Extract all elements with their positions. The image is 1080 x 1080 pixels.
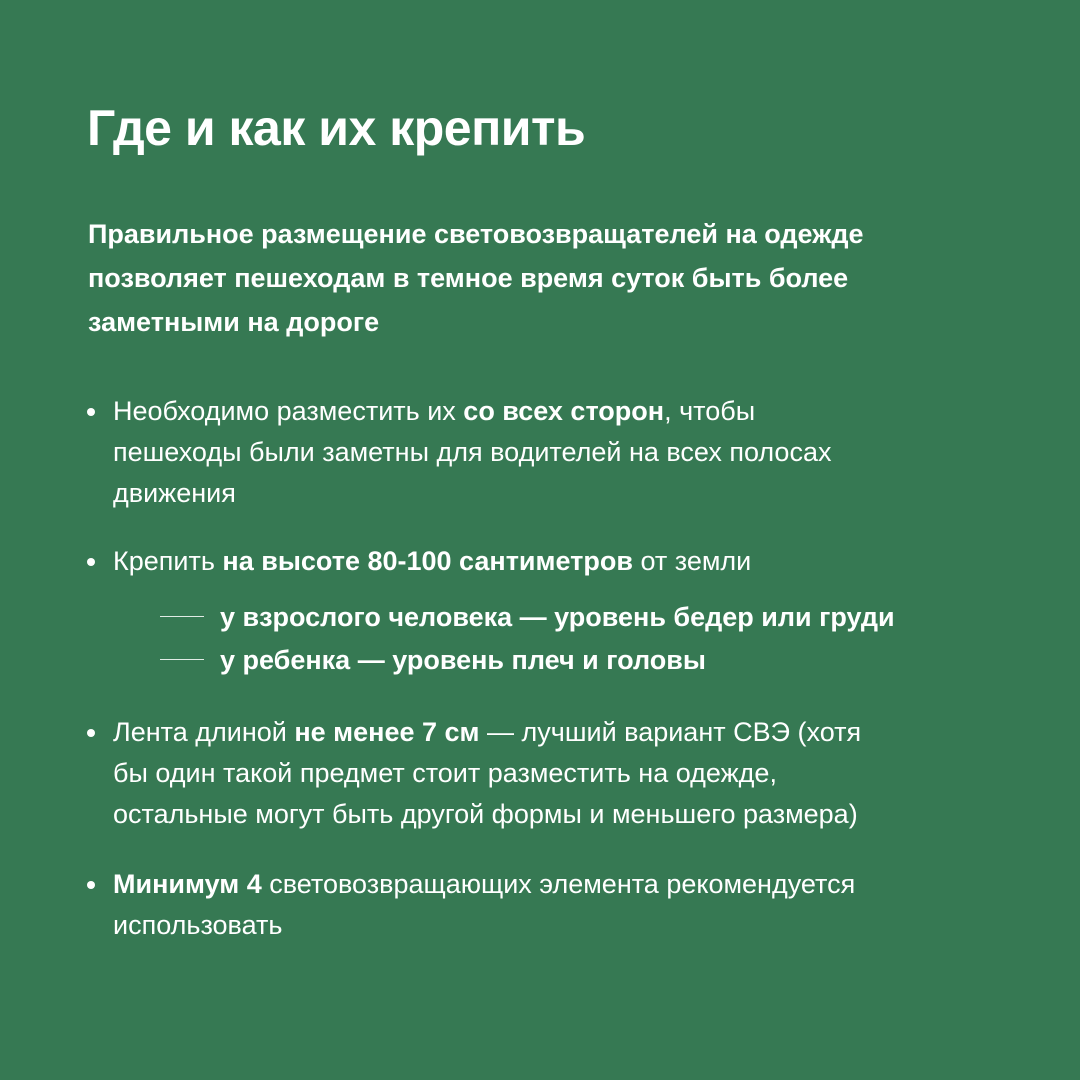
list-item-all-sides: Необходимо разместить их со всех сторон, чтобы пешеходы были заметны для водителей на всех полосах движения <box>87 391 1017 514</box>
bullet-dot-icon <box>87 558 95 566</box>
bullet-dot-icon <box>87 408 95 416</box>
emphasis-text: не менее 7 см <box>294 717 480 747</box>
bullet-dot-icon <box>87 881 95 889</box>
emphasis-text: со всех сторон <box>463 396 665 426</box>
list-item-tape: Лента длиной не менее 7 см — лучший вариант СВЭ (хотя бы один такой предмет стоит разместить на одежде, остальные могут быть другой формы и меньшего размера) <box>87 712 1017 835</box>
sub-item-child: у ребенка — уровень плеч и головы <box>160 640 1040 681</box>
lead-paragraph <box>88 212 1008 344</box>
emphasis-text: Минимум 4 <box>113 869 262 899</box>
sub-item-adult: у взрослого человека — уровень бедер или груди <box>160 597 1040 638</box>
list-item-height: Крепить на высоте 80-100 сантиметров от земли <box>87 541 1017 582</box>
lead-line: позволяет пешеходам в темное время суток быть более <box>88 263 849 293</box>
list-item-minimum: Минимум 4 световозвращающих элемента рекомендуется использовать <box>87 864 1017 946</box>
emphasis-text: на высоте 80-100 сантиметров <box>222 546 633 576</box>
bullet-dot-icon <box>87 729 95 737</box>
lead-line: заметными на дороге <box>88 307 380 337</box>
dash-line-icon <box>160 616 204 617</box>
lead-line: Правильное размещение световозвращателей на одежде <box>88 219 864 249</box>
page-title: Где и как их крепить <box>87 100 586 156</box>
dash-line-icon <box>160 659 204 660</box>
